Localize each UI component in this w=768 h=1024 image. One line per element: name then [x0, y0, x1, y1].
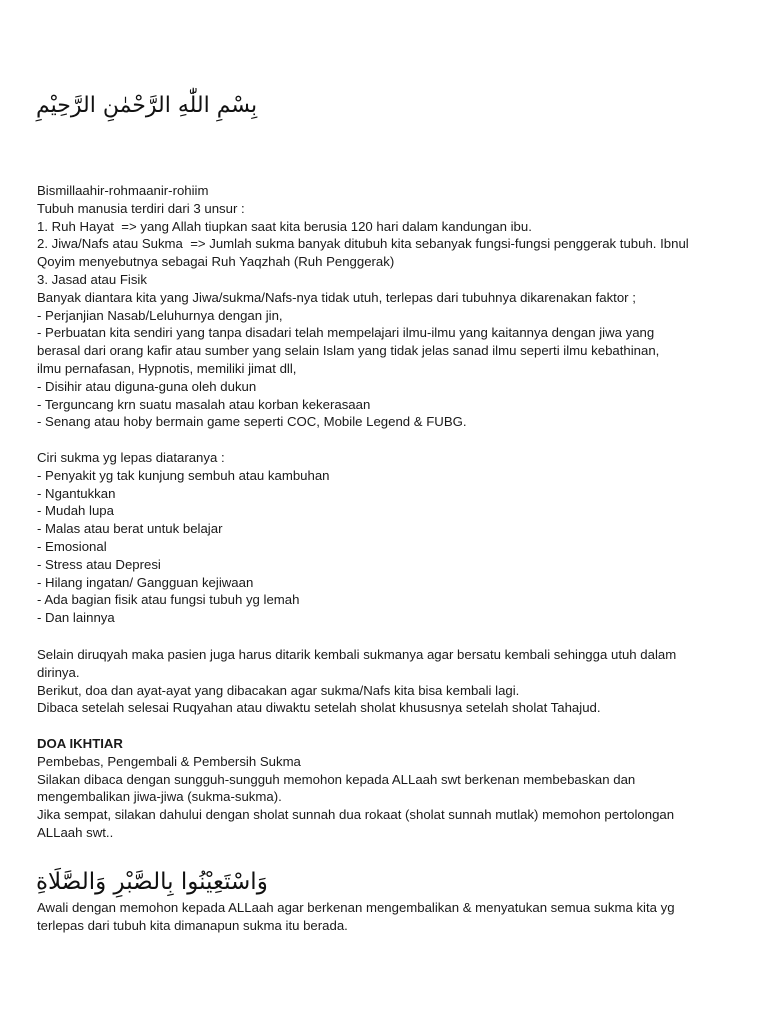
text-line: terlepas dari tubuh kita dimanapun sukma itu berada. — [37, 917, 348, 933]
list-item: - Ada bagian fisik atau fungsi tubuh yg lemah — [37, 592, 300, 608]
doa-heading: DOA IKHTIAR — [37, 736, 123, 751]
text-line: - Perjanjian Nasab/Leluhurnya dengan jin, — [37, 307, 283, 323]
closing-section — [37, 646, 737, 717]
list-item: - Hilang ingatan/ Gangguan kejiwaan — [37, 574, 254, 590]
text-line: - Senang atau hoby bermain game seperti COC, Mobile Legend & FUBG. — [37, 414, 467, 430]
text-line: berasal dari orang kafir atau sumber yang selain Islam yang tidak jelas sanad ilmu seperti ilmu kebathinan, — [37, 343, 660, 359]
text-line: Silakan dibaca dengan sungguh-sungguh memohon kepada ALLaah swt berkenan membebaskan dan — [37, 771, 636, 787]
text-line: 1. Ruh Hayat => yang Allah tiupkan saat kita berusia 120 hari dalam kandungan ibu. — [37, 218, 532, 234]
intro-section — [37, 182, 737, 431]
text-line: ilmu pernafasan, Hypnotis, memiliki jimat dll, — [37, 360, 297, 376]
text-line: 2. Jiwa/Nafs atau Sukma => Jumlah sukma banyak ditubuh kita sebanyak fungsi-fungsi penggerak tubuh. Ibnul — [37, 236, 689, 252]
basmala-arabic: بِسْمِ اللّٰهِ الرَّحْمٰنِ الرَّحِيْمِ — [36, 93, 258, 118]
doa-section — [37, 735, 737, 842]
text-line: - Terguncang krn suatu masalah atau korban kekerasaan — [37, 396, 371, 412]
text-line: Banyak diantara kita yang Jiwa/sukma/Nafs-nya tidak utuh, terlepas dari tubuhnya dikarenakan faktor ; — [37, 289, 636, 305]
symptoms-section — [37, 449, 737, 627]
text-line: - Disihir atau diguna-guna oleh dukun — [37, 378, 257, 394]
text-line: Dibaca setelah selesai Ruqyahan atau diwaktu setelah sholat khususnya setelah sholat Tahajud. — [37, 700, 601, 716]
list-item: - Mudah lupa — [37, 503, 114, 519]
list-item: - Penyakit yg tak kunjung sembuh atau kambuhan — [37, 467, 330, 483]
text-line: Pembebas, Pengembali & Pembersih Sukma — [37, 753, 301, 769]
text-line: Bismillaahir-rohmaanir-rohiim — [37, 183, 209, 198]
text-line: Qoyim menyebutnya sebagai Ruh Yaqzhah (Ruh Penggerak) — [37, 254, 395, 270]
final-section — [37, 899, 737, 935]
text-line: mengembalikan jiwa-jiwa (sukma-sukma). — [37, 789, 282, 805]
text-line: Selain diruqyah maka pasien juga harus ditarik kembali sukmanya agar bersatu kembali sehingga utuh dalam — [37, 647, 677, 662]
text-line: Jika sempat, silakan dahului dengan sholat sunnah dua rokaat (sholat sunnah mutlak) memohon pertolongan — [37, 807, 675, 823]
list-item: - Ngantukkan — [37, 485, 116, 501]
text-line: Tubuh manusia terdiri dari 3 unsur : — [37, 200, 245, 216]
text-line: Ciri sukma yg lepas diataranya : — [37, 450, 225, 465]
list-item: - Dan lainnya — [37, 610, 115, 626]
list-item: - Stress atau Depresi — [37, 556, 161, 572]
text-line: - Perbuatan kita sendiri yang tanpa disadari telah mempelajari ilmu-ilmu yang kaitannya dengan jiwa yang — [37, 325, 655, 341]
list-item: - Malas atau berat untuk belajar — [37, 521, 223, 537]
text-line: Awali dengan memohon kepada ALLaah agar berkenan mengembalikan & menyatukan semua sukma kita yg — [37, 900, 675, 915]
text-line: Berikut, doa dan ayat-ayat yang dibacakan agar sukma/Nafs kita bisa kembali lagi. — [37, 682, 520, 698]
text-line: dirinya. — [37, 664, 80, 680]
text-line: ALLaah swt.. — [37, 824, 114, 840]
list-item: - Emosional — [37, 538, 107, 554]
text-line: 3. Jasad atau Fisik — [37, 271, 147, 287]
verse-arabic: وَاسْتَعِيْنُوا بِالصَّبْرِ وَالصَّلَاةِ — [36, 869, 268, 895]
